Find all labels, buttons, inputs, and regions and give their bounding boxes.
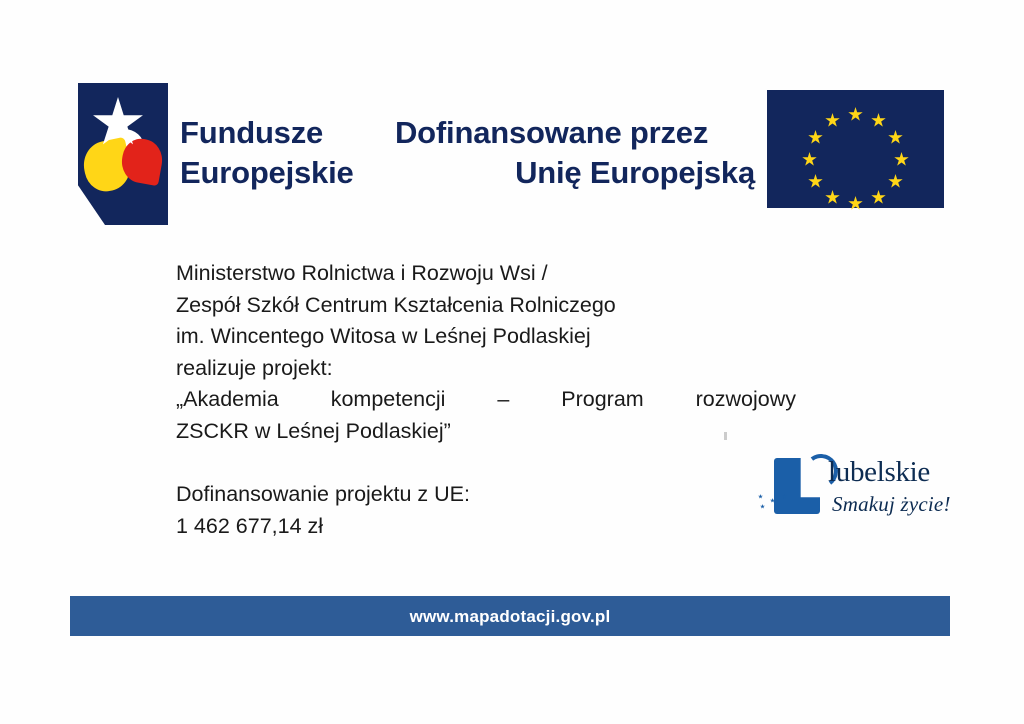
lubelskie-wordmark: lubelskie (828, 456, 931, 488)
lubelskie-slogan: Smakuj życie! (832, 492, 951, 516)
dofinansowane-przez-ue-text (395, 113, 755, 192)
description-line-4: realizuje projekt: (176, 355, 333, 380)
project-title-line-2: ZSCKR w Leśnej Podlaskiej” (176, 418, 451, 443)
description-line-2: Zespół Szkół Centrum Kształcenia Rolniczego (176, 292, 616, 317)
funding-amount-block (176, 478, 696, 543)
project-description (176, 258, 796, 448)
eu-flag-icon (767, 90, 944, 208)
funding-amount: 1 462 677,14 zł (176, 514, 324, 539)
lubelskie-stars-icon (758, 490, 828, 516)
fundusze-europejskie-logo-icon (78, 83, 168, 225)
scan-artifact (724, 432, 727, 440)
fundusze-line-2: Europejskie (180, 154, 354, 190)
footer-bar (70, 596, 950, 636)
fundusze-europejskie-text (180, 113, 354, 192)
description-line-1: Ministerstwo Rolnictwa i Rozwoju Wsi / (176, 261, 548, 285)
fundusze-line-1: Fundusze (180, 115, 324, 150)
ue-line-2: Unię Europejską (515, 154, 755, 190)
logo-header (70, 75, 950, 230)
description-line-3: im. Wincentego Witosa w Leśnej Podlaskiej (176, 324, 591, 349)
funding-label: Dofinansowanie projektu z UE: (176, 482, 470, 506)
ue-line-1: Dofinansowane przez (395, 115, 709, 150)
footer-url-link[interactable]: www.mapadotacji.gov.pl (409, 607, 611, 626)
project-title-line-1: „Akademia kompetencji – Program rozwojowy (176, 387, 796, 412)
lubelskie-logo (752, 452, 962, 532)
